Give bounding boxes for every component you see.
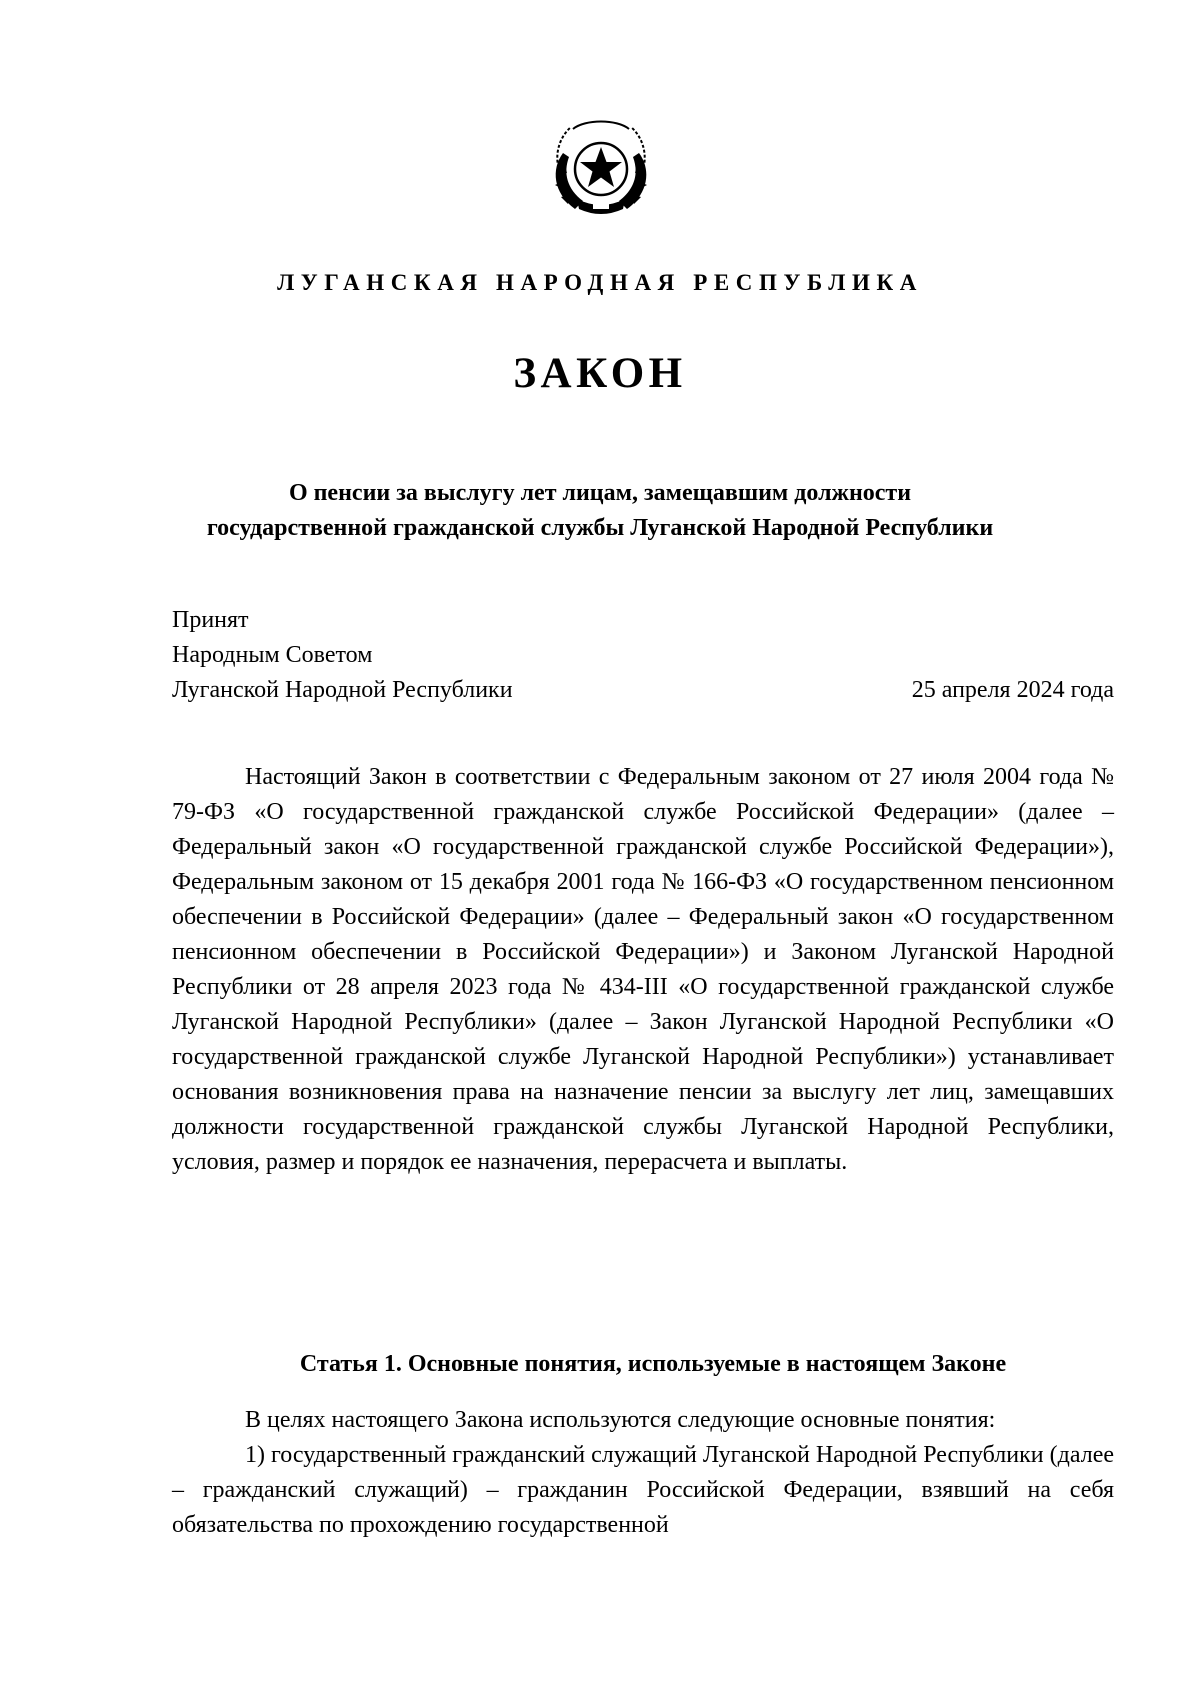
article-1-intro: В целях настоящего Закона используются следующие основные понятия: <box>245 1407 996 1433</box>
article-1-heading: Статья 1. Основные понятия, используемые в настоящем Законе <box>299 1351 1007 1377</box>
preamble-paragraph: Настоящий Закон в соответствии с Федеральным законом от 27 июля 2004 года № 79-ФЗ «О государственной гражданской службе Российской Федерации» (далее – Федеральный закон «О государственной гражданской службе Российской Федерации»), Федеральным законом от 15 декабря 2001 года № 166-ФЗ «О государственном пенсионном обеспечении в Российской Федерации» (далее – Федеральный закон «О государственном пенсионном обеспечении в Российской Федерации») и Законом Луганской Народной Республики от 28 апреля 2023 года № 434-III «О государственной гражданской службе Луганской Народной Республики» (далее – Закон Луганской Народной Республики «О государственной гражданской службе Луганской Народной Республики») устанавливает основания возникновения права на назначение пенсии за выслугу лет лиц, замещавших должности государственной гражданской службы Луганской Народной Республики, условия, размер и порядок ее назначения, перерасчета и выплаты. <box>172 764 1114 1175</box>
law-title-line: О пенсии за выслугу лет лицам, замещавшим должности <box>288 480 912 506</box>
adoption-line: Принят <box>172 607 249 633</box>
law-title-line: государственной гражданской службы Луганской Народной Республики <box>206 515 994 541</box>
article-1-body <box>172 1403 1114 1543</box>
law-title <box>150 476 1050 546</box>
document-type: ЗАКОН <box>513 350 687 397</box>
preamble <box>172 760 1114 1180</box>
coat-of-arms-emblem <box>543 111 659 223</box>
adoption-block <box>172 603 513 708</box>
article-1-item-1: 1) государственный гражданский служащий Луганской Народной Республики (далее – гражданский служащий) – гражданин Российской Федерации, взявший на себя обязательства по прохождению государственной <box>172 1442 1114 1538</box>
republic-name: ЛУГАНСКАЯ НАРОДНАЯ РЕСПУБЛИКА <box>277 270 923 295</box>
adoption-date: 25 апреля 2024 года <box>911 677 1114 703</box>
adoption-line: Народным Советом <box>172 642 373 668</box>
adoption-line: Луганской Народной Республики <box>172 677 513 703</box>
